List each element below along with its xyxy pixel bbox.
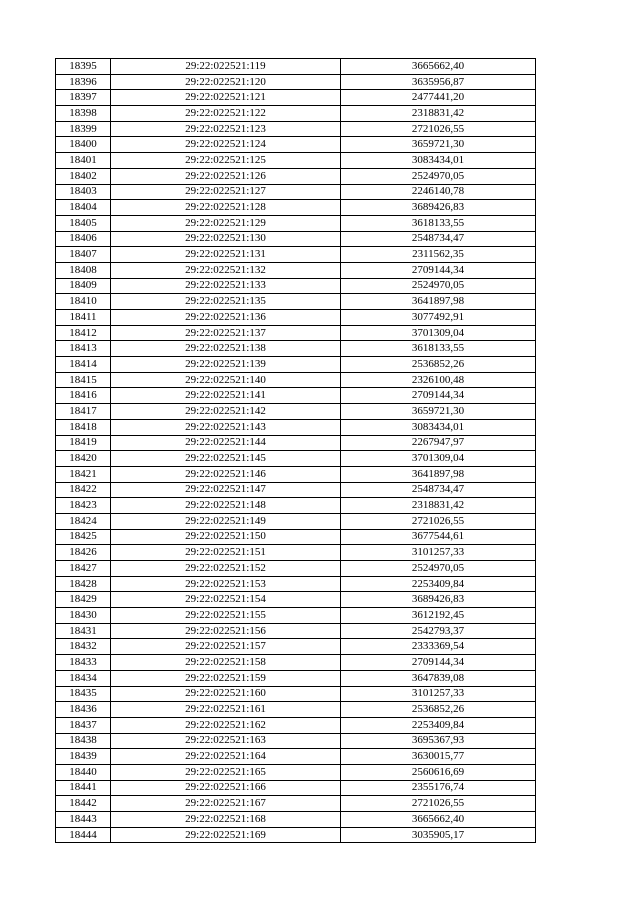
row-number-cell: 18424 [56, 513, 111, 529]
row-number-cell: 18419 [56, 435, 111, 451]
cadastral-number-cell: 29:22:022521:159 [111, 670, 341, 686]
row-number-cell: 18400 [56, 137, 111, 153]
row-number-cell: 18437 [56, 717, 111, 733]
cadastral-number-cell: 29:22:022521:152 [111, 561, 341, 577]
row-number-cell: 18431 [56, 623, 111, 639]
row-number-cell: 18421 [56, 466, 111, 482]
table-row [56, 404, 536, 420]
row-number-cell: 18441 [56, 780, 111, 796]
value-cell: 2542793,37 [341, 623, 536, 639]
table-row [56, 827, 536, 843]
table-row [56, 419, 536, 435]
table-row [56, 357, 536, 373]
cadastral-number-cell: 29:22:022521:119 [111, 59, 341, 75]
table-row [56, 592, 536, 608]
value-cell: 2548734,47 [341, 231, 536, 247]
table-row [56, 231, 536, 247]
row-number-cell: 18407 [56, 247, 111, 263]
cadastral-number-cell: 29:22:022521:121 [111, 90, 341, 106]
value-cell: 2721026,55 [341, 796, 536, 812]
value-cell: 2318831,42 [341, 106, 536, 122]
value-cell: 3635956,87 [341, 74, 536, 90]
table-row [56, 372, 536, 388]
row-number-cell: 18436 [56, 702, 111, 718]
value-cell: 3630015,77 [341, 749, 536, 765]
cadastral-number-cell: 29:22:022521:169 [111, 827, 341, 843]
table-row [56, 90, 536, 106]
row-number-cell: 18430 [56, 608, 111, 624]
cadastral-number-cell: 29:22:022521:145 [111, 451, 341, 467]
cadastral-number-cell: 29:22:022521:147 [111, 482, 341, 498]
table-row [56, 482, 536, 498]
cadastral-number-cell: 29:22:022521:164 [111, 749, 341, 765]
cadastral-number-cell: 29:22:022521:127 [111, 184, 341, 200]
row-number-cell: 18414 [56, 357, 111, 373]
table-row [56, 639, 536, 655]
value-cell: 3641897,98 [341, 294, 536, 310]
table-row [56, 686, 536, 702]
table-row [56, 545, 536, 561]
table-row [56, 623, 536, 639]
value-cell: 2524970,05 [341, 561, 536, 577]
value-cell: 3641897,98 [341, 466, 536, 482]
cadastral-number-cell: 29:22:022521:155 [111, 608, 341, 624]
table-row [56, 466, 536, 482]
row-number-cell: 18432 [56, 639, 111, 655]
value-cell: 3612192,45 [341, 608, 536, 624]
value-cell: 3083434,01 [341, 419, 536, 435]
cadastral-number-cell: 29:22:022521:151 [111, 545, 341, 561]
cadastral-number-cell: 29:22:022521:140 [111, 372, 341, 388]
table-row [56, 498, 536, 514]
row-number-cell: 18408 [56, 262, 111, 278]
table-row [56, 513, 536, 529]
row-number-cell: 18396 [56, 74, 111, 90]
cadastral-number-cell: 29:22:022521:160 [111, 686, 341, 702]
table-row [56, 608, 536, 624]
table-row [56, 435, 536, 451]
value-cell: 3618133,55 [341, 341, 536, 357]
cadastral-number-cell: 29:22:022521:166 [111, 780, 341, 796]
cadastral-number-cell: 29:22:022521:130 [111, 231, 341, 247]
row-number-cell: 18401 [56, 153, 111, 169]
table-row [56, 670, 536, 686]
table-row [56, 388, 536, 404]
table-row [56, 733, 536, 749]
cadastral-number-cell: 29:22:022521:120 [111, 74, 341, 90]
cadastral-number-cell: 29:22:022521:138 [111, 341, 341, 357]
value-cell: 2253409,84 [341, 717, 536, 733]
value-cell: 2355176,74 [341, 780, 536, 796]
table-row [56, 341, 536, 357]
table-row [56, 278, 536, 294]
row-number-cell: 18417 [56, 404, 111, 420]
row-number-cell: 18434 [56, 670, 111, 686]
row-number-cell: 18403 [56, 184, 111, 200]
value-cell: 3618133,55 [341, 215, 536, 231]
row-number-cell: 18398 [56, 106, 111, 122]
table-row [56, 247, 536, 263]
value-cell: 2311562,35 [341, 247, 536, 263]
row-number-cell: 18439 [56, 749, 111, 765]
value-cell: 2536852,26 [341, 357, 536, 373]
table-row [56, 717, 536, 733]
row-number-cell: 18429 [56, 592, 111, 608]
cadastral-number-cell: 29:22:022521:154 [111, 592, 341, 608]
row-number-cell: 18413 [56, 341, 111, 357]
cadastral-number-cell: 29:22:022521:141 [111, 388, 341, 404]
cadastral-number-cell: 29:22:022521:132 [111, 262, 341, 278]
table-row [56, 780, 536, 796]
table-body [56, 59, 536, 843]
row-number-cell: 18433 [56, 655, 111, 671]
value-cell: 3077492,91 [341, 310, 536, 326]
table-row [56, 325, 536, 341]
value-cell: 3659721,30 [341, 404, 536, 420]
table-row [56, 655, 536, 671]
value-cell: 2721026,55 [341, 513, 536, 529]
table-row [56, 168, 536, 184]
value-cell: 2524970,05 [341, 168, 536, 184]
table-row [56, 310, 536, 326]
cadastral-number-cell: 29:22:022521:161 [111, 702, 341, 718]
value-cell: 2246140,78 [341, 184, 536, 200]
cadastral-number-cell: 29:22:022521:131 [111, 247, 341, 263]
table-row [56, 262, 536, 278]
value-cell: 2267947,97 [341, 435, 536, 451]
table-row [56, 764, 536, 780]
cadastral-number-cell: 29:22:022521:125 [111, 153, 341, 169]
cadastral-number-cell: 29:22:022521:158 [111, 655, 341, 671]
table-row [56, 529, 536, 545]
cadastral-number-cell: 29:22:022521:150 [111, 529, 341, 545]
row-number-cell: 18412 [56, 325, 111, 341]
value-cell: 3701309,04 [341, 451, 536, 467]
row-number-cell: 18438 [56, 733, 111, 749]
cadastral-number-cell: 29:22:022521:144 [111, 435, 341, 451]
cadastral-number-cell: 29:22:022521:153 [111, 576, 341, 592]
cadastral-number-cell: 29:22:022521:123 [111, 121, 341, 137]
value-cell: 2536852,26 [341, 702, 536, 718]
row-number-cell: 18444 [56, 827, 111, 843]
table-row [56, 153, 536, 169]
cadastral-number-cell: 29:22:022521:135 [111, 294, 341, 310]
row-number-cell: 18440 [56, 764, 111, 780]
row-number-cell: 18442 [56, 796, 111, 812]
value-cell: 3101257,33 [341, 545, 536, 561]
cadastral-number-cell: 29:22:022521:167 [111, 796, 341, 812]
table-row [56, 576, 536, 592]
row-number-cell: 18399 [56, 121, 111, 137]
data-table [55, 58, 536, 843]
value-cell: 3647839,08 [341, 670, 536, 686]
table-row [56, 200, 536, 216]
value-cell: 3659721,30 [341, 137, 536, 153]
value-cell: 2318831,42 [341, 498, 536, 514]
value-cell: 2326100,48 [341, 372, 536, 388]
cadastral-number-cell: 29:22:022521:165 [111, 764, 341, 780]
table-row [56, 74, 536, 90]
value-cell: 3677544,61 [341, 529, 536, 545]
row-number-cell: 18443 [56, 812, 111, 828]
row-number-cell: 18418 [56, 419, 111, 435]
cadastral-number-cell: 29:22:022521:126 [111, 168, 341, 184]
table-row [56, 702, 536, 718]
cadastral-number-cell: 29:22:022521:124 [111, 137, 341, 153]
table-row [56, 451, 536, 467]
cadastral-number-cell: 29:22:022521:133 [111, 278, 341, 294]
row-number-cell: 18405 [56, 215, 111, 231]
value-cell: 2709144,34 [341, 655, 536, 671]
value-cell: 3083434,01 [341, 153, 536, 169]
row-number-cell: 18395 [56, 59, 111, 75]
row-number-cell: 18402 [56, 168, 111, 184]
table-row [56, 796, 536, 812]
row-number-cell: 18428 [56, 576, 111, 592]
cadastral-number-cell: 29:22:022521:122 [111, 106, 341, 122]
value-cell: 2709144,34 [341, 262, 536, 278]
cadastral-number-cell: 29:22:022521:168 [111, 812, 341, 828]
value-cell: 3101257,33 [341, 686, 536, 702]
row-number-cell: 18409 [56, 278, 111, 294]
value-cell: 3695367,93 [341, 733, 536, 749]
row-number-cell: 18435 [56, 686, 111, 702]
cadastral-number-cell: 29:22:022521:162 [111, 717, 341, 733]
value-cell: 3035905,17 [341, 827, 536, 843]
value-cell: 2253409,84 [341, 576, 536, 592]
value-cell: 3665662,40 [341, 59, 536, 75]
value-cell: 2477441,20 [341, 90, 536, 106]
value-cell: 3689426,83 [341, 200, 536, 216]
value-cell: 2524970,05 [341, 278, 536, 294]
table-row [56, 561, 536, 577]
cadastral-number-cell: 29:22:022521:146 [111, 466, 341, 482]
value-cell: 3689426,83 [341, 592, 536, 608]
table-row [56, 215, 536, 231]
table-row [56, 812, 536, 828]
value-cell: 2721026,55 [341, 121, 536, 137]
row-number-cell: 18397 [56, 90, 111, 106]
cadastral-number-cell: 29:22:022521:136 [111, 310, 341, 326]
row-number-cell: 18426 [56, 545, 111, 561]
cadastral-number-cell: 29:22:022521:139 [111, 357, 341, 373]
table-row [56, 137, 536, 153]
row-number-cell: 18423 [56, 498, 111, 514]
table-row [56, 59, 536, 75]
value-cell: 2560616,69 [341, 764, 536, 780]
row-number-cell: 18416 [56, 388, 111, 404]
cadastral-number-cell: 29:22:022521:157 [111, 639, 341, 655]
value-cell: 3665662,40 [341, 812, 536, 828]
cadastral-number-cell: 29:22:022521:156 [111, 623, 341, 639]
table-row [56, 749, 536, 765]
row-number-cell: 18410 [56, 294, 111, 310]
row-number-cell: 18406 [56, 231, 111, 247]
row-number-cell: 18415 [56, 372, 111, 388]
table-row [56, 106, 536, 122]
cadastral-number-cell: 29:22:022521:137 [111, 325, 341, 341]
row-number-cell: 18420 [56, 451, 111, 467]
row-number-cell: 18427 [56, 561, 111, 577]
table-row [56, 294, 536, 310]
row-number-cell: 18404 [56, 200, 111, 216]
cadastral-number-cell: 29:22:022521:163 [111, 733, 341, 749]
row-number-cell: 18422 [56, 482, 111, 498]
cadastral-number-cell: 29:22:022521:143 [111, 419, 341, 435]
value-cell: 2709144,34 [341, 388, 536, 404]
row-number-cell: 18425 [56, 529, 111, 545]
cadastral-number-cell: 29:22:022521:129 [111, 215, 341, 231]
cadastral-number-cell: 29:22:022521:142 [111, 404, 341, 420]
table-row [56, 184, 536, 200]
value-cell: 2548734,47 [341, 482, 536, 498]
cadastral-number-cell: 29:22:022521:148 [111, 498, 341, 514]
value-cell: 2333369,54 [341, 639, 536, 655]
cadastral-number-cell: 29:22:022521:149 [111, 513, 341, 529]
value-cell: 3701309,04 [341, 325, 536, 341]
row-number-cell: 18411 [56, 310, 111, 326]
table-row [56, 121, 536, 137]
cadastral-number-cell: 29:22:022521:128 [111, 200, 341, 216]
